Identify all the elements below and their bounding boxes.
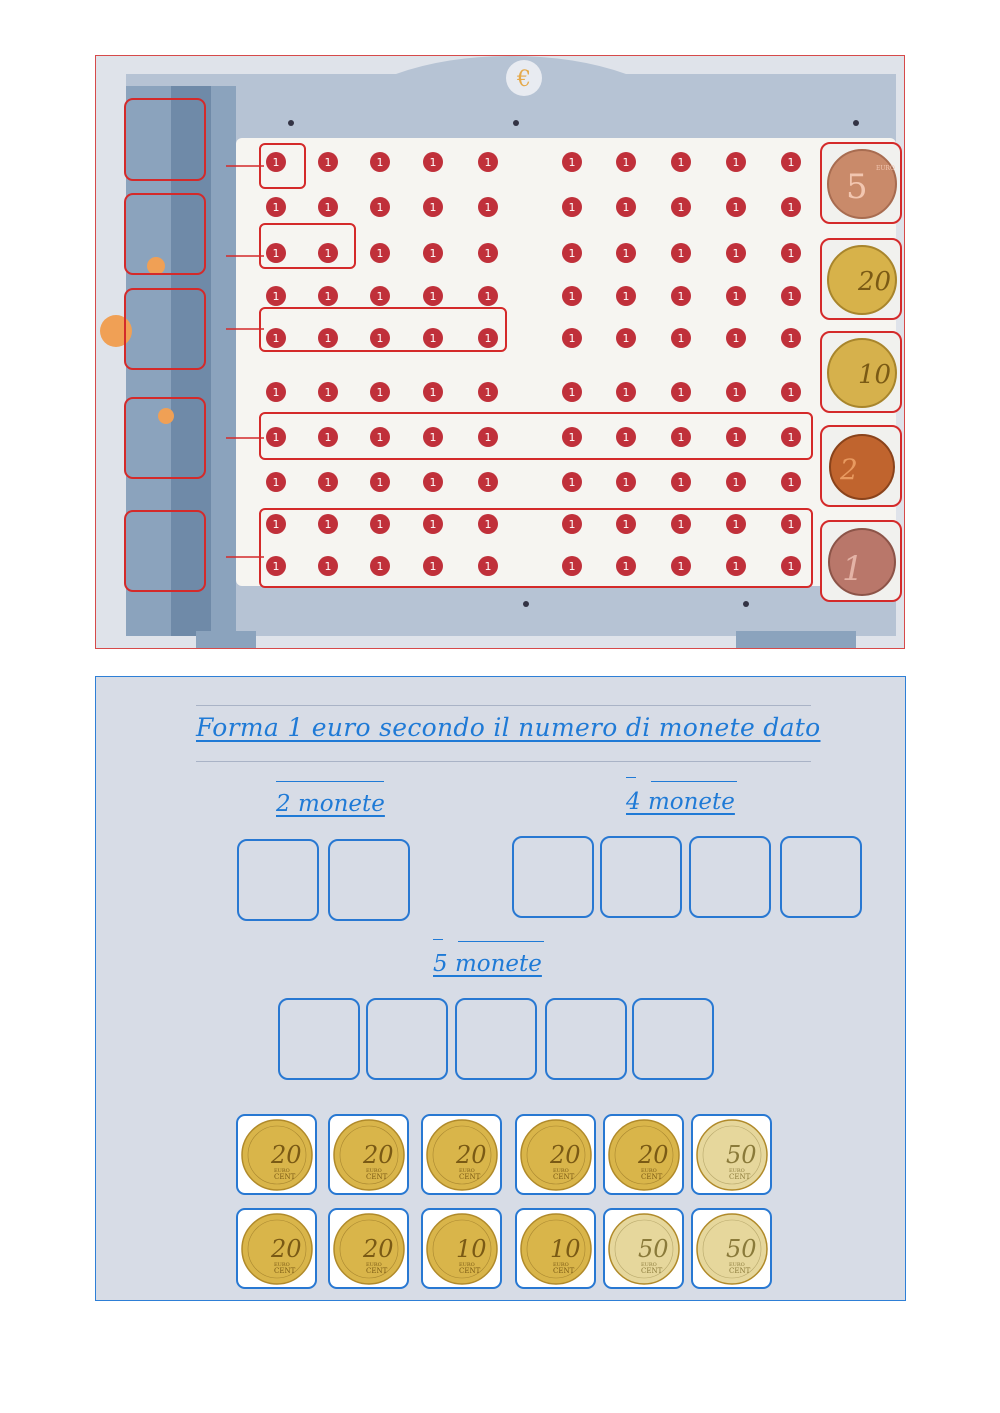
svg-text:1: 1 (677, 290, 685, 303)
counter-dot (478, 243, 498, 263)
coin-10-icon (520, 1213, 592, 1285)
coin-20-icon (520, 1119, 592, 1191)
svg-text:1: 1 (324, 518, 332, 531)
svg-text:1: 1 (732, 560, 740, 573)
svg-text:1: 1 (429, 290, 437, 303)
1-cent-coin-icon (826, 526, 898, 598)
svg-text:1: 1 (429, 431, 437, 444)
svg-text:1: 1 (429, 332, 437, 345)
coin-20-icon (333, 1213, 405, 1285)
drop-box-1[interactable] (124, 98, 206, 181)
svg-text:EURO: EURO (729, 1168, 745, 1174)
svg-text:CENT: CENT (459, 1173, 481, 1181)
svg-text:20: 20 (550, 1141, 581, 1169)
counter-dot (562, 243, 582, 263)
coin-tile-10-cent[interactable] (515, 1208, 596, 1289)
svg-text:EURO: EURO (274, 1168, 290, 1174)
svg-text:1: 1 (429, 560, 437, 573)
coin-box-2-cent[interactable] (820, 425, 902, 507)
svg-text:2: 2 (840, 453, 858, 486)
counter-dot (478, 152, 498, 172)
svg-text:1: 1 (429, 201, 437, 214)
svg-text:1: 1 (622, 560, 630, 573)
svg-text:1: 1 (787, 476, 795, 489)
svg-text:1: 1 (272, 386, 280, 399)
svg-text:20: 20 (271, 1141, 302, 1169)
svg-text:1: 1 (787, 201, 795, 214)
svg-text:EURO: EURO (641, 1262, 657, 1268)
svg-text:1: 1 (568, 247, 576, 260)
svg-text:1: 1 (568, 332, 576, 345)
counter-dot (423, 197, 443, 217)
svg-text:1: 1 (568, 201, 576, 214)
counter-dot (423, 152, 443, 172)
counter-dot (671, 152, 691, 172)
svg-text:1: 1 (677, 332, 685, 345)
answer-slot-5-b[interactable] (366, 998, 448, 1080)
answer-slot-2-a[interactable] (237, 839, 319, 921)
counter-dot (726, 328, 746, 348)
svg-text:1: 1 (376, 386, 384, 399)
svg-text:1: 1 (568, 476, 576, 489)
svg-text:20: 20 (638, 1141, 669, 1169)
counter-dot (318, 382, 338, 402)
svg-text:CENT: CENT (641, 1173, 663, 1181)
coin-tile-50-cent[interactable] (603, 1208, 684, 1289)
svg-text:1: 1 (732, 247, 740, 260)
svg-text:1: 1 (272, 247, 280, 260)
counter-dot (423, 286, 443, 306)
svg-text:1: 1 (677, 476, 685, 489)
svg-text:1: 1 (376, 290, 384, 303)
counter-dot (423, 382, 443, 402)
counter-dot (478, 472, 498, 492)
svg-text:1: 1 (376, 201, 384, 214)
svg-text:1: 1 (732, 386, 740, 399)
svg-text:1: 1 (787, 560, 795, 573)
counter-dot (318, 197, 338, 217)
group-box-10-dots (259, 412, 813, 460)
svg-text:1: 1 (568, 386, 576, 399)
counter-dot (781, 152, 801, 172)
coin-tile-20-cent[interactable] (236, 1208, 317, 1289)
counter-dot (726, 243, 746, 263)
svg-text:CENT: CENT (553, 1173, 575, 1181)
svg-text:EURO: EURO (274, 1262, 290, 1268)
svg-text:CENT: CENT (274, 1173, 296, 1181)
svg-text:1: 1 (677, 386, 685, 399)
coin-tile-20-cent[interactable] (421, 1114, 502, 1195)
counter-dot (616, 243, 636, 263)
counter-dot (370, 197, 390, 217)
svg-text:CENT: CENT (641, 1267, 663, 1275)
svg-text:1: 1 (622, 201, 630, 214)
counter-dot (266, 286, 286, 306)
coin-20-icon (241, 1119, 313, 1191)
svg-text:50: 50 (726, 1235, 757, 1263)
counter-dot (781, 328, 801, 348)
svg-text:20: 20 (363, 1141, 394, 1169)
counter-dot (671, 197, 691, 217)
svg-text:CENT: CENT (729, 1267, 751, 1275)
svg-text:1: 1 (376, 476, 384, 489)
svg-text:1: 1 (376, 332, 384, 345)
svg-text:EURO: EURO (553, 1262, 569, 1268)
svg-text:1: 1 (429, 386, 437, 399)
svg-text:EURO: EURO (366, 1262, 382, 1268)
svg-text:1: 1 (787, 518, 795, 531)
counter-dot (562, 328, 582, 348)
counter-dot (616, 328, 636, 348)
svg-text:1: 1 (324, 560, 332, 573)
answer-slot-4-c[interactable] (689, 836, 771, 918)
svg-text:1: 1 (622, 156, 630, 169)
svg-text:1: 1 (677, 518, 685, 531)
counter-dot (318, 286, 338, 306)
coin-20-icon (333, 1119, 405, 1191)
coin-20-icon (426, 1119, 498, 1191)
counter-dot (370, 243, 390, 263)
svg-text:1: 1 (622, 386, 630, 399)
counter-dot (671, 328, 691, 348)
label-5-monete: 5 monete (433, 951, 542, 977)
svg-text:1: 1 (622, 431, 630, 444)
svg-text:1: 1 (677, 560, 685, 573)
svg-text:1: 1 (324, 290, 332, 303)
svg-text:1: 1 (622, 247, 630, 260)
coin-tile-20-cent[interactable] (236, 1114, 317, 1195)
svg-text:CENT: CENT (729, 1173, 751, 1181)
svg-text:20: 20 (858, 267, 892, 297)
counter-dot (423, 472, 443, 492)
svg-text:1: 1 (622, 332, 630, 345)
coin-tile-20-cent[interactable] (328, 1208, 409, 1289)
svg-text:CENT: CENT (366, 1267, 388, 1275)
svg-text:10: 10 (858, 360, 892, 390)
svg-text:1: 1 (376, 431, 384, 444)
answer-slot-4-d[interactable] (780, 836, 862, 918)
exercise-panel (95, 676, 906, 1301)
svg-text:1: 1 (272, 560, 280, 573)
svg-text:1: 1 (484, 332, 492, 345)
svg-text:CENT: CENT (553, 1267, 575, 1275)
svg-text:1: 1 (484, 247, 492, 260)
counter-dot (781, 472, 801, 492)
svg-text:EURO: EURO (876, 165, 895, 172)
svg-text:20: 20 (456, 1141, 487, 1169)
counter-dot (616, 382, 636, 402)
svg-text:1: 1 (484, 560, 492, 573)
svg-text:1: 1 (272, 431, 280, 444)
svg-text:1: 1 (484, 518, 492, 531)
counter-dot (671, 472, 691, 492)
svg-text:CENT: CENT (366, 1173, 388, 1181)
counter-dot (562, 197, 582, 217)
svg-text:1: 1 (732, 156, 740, 169)
20-cent-coin-icon (826, 244, 898, 316)
counter-dot (266, 382, 286, 402)
counter-dot (781, 382, 801, 402)
counter-dot (423, 243, 443, 263)
label-2-monete: 2 monete (276, 791, 385, 817)
svg-text:1: 1 (568, 560, 576, 573)
svg-text:1: 1 (787, 332, 795, 345)
counter-dot (266, 472, 286, 492)
svg-text:1: 1 (324, 386, 332, 399)
svg-text:1: 1 (429, 476, 437, 489)
svg-text:EURO: EURO (553, 1168, 569, 1174)
counter-dot (370, 472, 390, 492)
answer-slot-5-e[interactable] (632, 998, 714, 1080)
svg-text:20: 20 (271, 1235, 302, 1263)
svg-text:CENT: CENT (274, 1267, 296, 1275)
coin-20-icon (608, 1119, 680, 1191)
svg-text:1: 1 (568, 290, 576, 303)
svg-text:1: 1 (324, 332, 332, 345)
2-cent-coin-icon (826, 431, 898, 503)
coin-tile-10-cent[interactable] (421, 1208, 502, 1289)
counter-dot (781, 286, 801, 306)
answer-slot-5-a[interactable] (278, 998, 360, 1080)
svg-text:EURO: EURO (729, 1262, 745, 1268)
coin-box-1-cent[interactable] (820, 520, 902, 602)
svg-text:1: 1 (622, 518, 630, 531)
drop-box-2[interactable] (124, 193, 206, 275)
svg-text:1: 1 (429, 518, 437, 531)
answer-slot-4-a[interactable] (512, 836, 594, 918)
svg-text:1: 1 (376, 518, 384, 531)
coin-box-10-cent[interactable] (820, 331, 902, 413)
svg-text:1: 1 (484, 290, 492, 303)
svg-text:EURO: EURO (641, 1168, 657, 1174)
answer-slot-2-b[interactable] (328, 839, 410, 921)
counter-dot (318, 472, 338, 492)
coin-50-icon (696, 1119, 768, 1191)
svg-text:1: 1 (324, 247, 332, 260)
svg-text:5: 5 (846, 167, 868, 207)
counter-dot (781, 243, 801, 263)
svg-text:1: 1 (272, 201, 280, 214)
svg-text:1: 1 (272, 156, 280, 169)
svg-text:1: 1 (272, 476, 280, 489)
svg-text:1: 1 (787, 431, 795, 444)
svg-text:1: 1 (272, 290, 280, 303)
counter-dot (781, 197, 801, 217)
svg-text:1: 1 (677, 156, 685, 169)
coin-tile-20-cent[interactable] (328, 1114, 409, 1195)
svg-text:10: 10 (456, 1235, 487, 1263)
counter-dot (318, 152, 338, 172)
svg-text:1: 1 (732, 476, 740, 489)
coin-tile-20-cent[interactable] (603, 1114, 684, 1195)
svg-text:1: 1 (484, 386, 492, 399)
svg-text:CENT: CENT (459, 1267, 481, 1275)
coin-50-icon (608, 1213, 680, 1285)
svg-text:1: 1 (324, 431, 332, 444)
svg-text:EURO: EURO (459, 1262, 475, 1268)
svg-text:1: 1 (376, 560, 384, 573)
svg-text:1: 1 (622, 476, 630, 489)
drop-box-4[interactable] (124, 397, 206, 479)
svg-text:1: 1 (272, 332, 280, 345)
counting-board-panel (95, 55, 905, 649)
counter-dot (478, 382, 498, 402)
counter-dot (370, 286, 390, 306)
svg-text:1: 1 (677, 431, 685, 444)
svg-text:EURO: EURO (459, 1168, 475, 1174)
counter-dot (671, 243, 691, 263)
coin-tile-50-cent[interactable] (691, 1114, 772, 1195)
counter-dot (562, 382, 582, 402)
counter-dot (616, 197, 636, 217)
group-box-1-dot (259, 143, 306, 189)
counter-dot (726, 197, 746, 217)
svg-text:1: 1 (376, 156, 384, 169)
counter-dot (562, 152, 582, 172)
group-box-5-dots (259, 307, 507, 352)
label-4-monete: 4 monete (626, 789, 735, 815)
counter-dot (266, 197, 286, 217)
svg-text:1: 1 (484, 201, 492, 214)
counter-dot (370, 382, 390, 402)
answer-slot-5-c[interactable] (455, 998, 537, 1080)
svg-text:1: 1 (677, 247, 685, 260)
svg-text:1: 1 (484, 156, 492, 169)
counter-dot (562, 286, 582, 306)
group-box-2-dots (259, 223, 356, 269)
svg-text:1: 1 (842, 549, 864, 589)
counter-dot (726, 152, 746, 172)
counter-dot (671, 286, 691, 306)
counter-dot (726, 382, 746, 402)
10-cent-coin-icon (826, 337, 898, 409)
exercise-title: Forma 1 euro secondo il numero di monete dato (196, 713, 821, 742)
svg-text:1: 1 (732, 518, 740, 531)
svg-text:1: 1 (568, 431, 576, 444)
coin-tile-20-cent[interactable] (515, 1114, 596, 1195)
coin-tile-50-cent[interactable] (691, 1208, 772, 1289)
svg-text:1: 1 (484, 476, 492, 489)
svg-text:1: 1 (787, 156, 795, 169)
counter-dot (726, 472, 746, 492)
counter-dot (370, 152, 390, 172)
svg-text:1: 1 (429, 247, 437, 260)
answer-slot-5-d[interactable] (545, 998, 627, 1080)
svg-text:1: 1 (568, 518, 576, 531)
svg-text:50: 50 (638, 1235, 669, 1263)
svg-text:50: 50 (726, 1141, 757, 1169)
counter-dot (616, 472, 636, 492)
svg-text:1: 1 (324, 476, 332, 489)
counter-dot (478, 197, 498, 217)
svg-text:1: 1 (324, 201, 332, 214)
5-cent-coin-icon (826, 148, 898, 220)
svg-text:1: 1 (622, 290, 630, 303)
euro-emblem: € (517, 67, 531, 92)
svg-text:1: 1 (677, 201, 685, 214)
coin-box-20-cent[interactable] (820, 238, 902, 320)
drop-box-5[interactable] (124, 510, 206, 592)
svg-text:1: 1 (732, 332, 740, 345)
svg-text:10: 10 (550, 1235, 581, 1263)
svg-text:20: 20 (363, 1235, 394, 1263)
counter-dot (562, 472, 582, 492)
svg-text:1: 1 (787, 386, 795, 399)
counter-dot (478, 286, 498, 306)
counter-dot (616, 152, 636, 172)
answer-slot-4-b[interactable] (600, 836, 682, 918)
coin-20-icon (241, 1213, 313, 1285)
coin-50-icon (696, 1213, 768, 1285)
svg-text:1: 1 (324, 156, 332, 169)
coin-10-icon (426, 1213, 498, 1285)
svg-text:EURO: EURO (366, 1168, 382, 1174)
counter-dot (671, 382, 691, 402)
svg-text:1: 1 (787, 247, 795, 260)
coin-box-5-cent[interactable] (820, 142, 902, 224)
svg-text:1: 1 (429, 156, 437, 169)
counter-dot (726, 286, 746, 306)
svg-text:1: 1 (484, 431, 492, 444)
svg-text:1: 1 (732, 201, 740, 214)
svg-text:1: 1 (568, 156, 576, 169)
group-box-20-dots (259, 508, 813, 588)
drop-box-3[interactable] (124, 288, 206, 370)
svg-text:1: 1 (732, 290, 740, 303)
counter-dot (616, 286, 636, 306)
svg-text:1: 1 (732, 431, 740, 444)
svg-text:1: 1 (272, 518, 280, 531)
svg-text:1: 1 (376, 247, 384, 260)
svg-text:1: 1 (787, 290, 795, 303)
